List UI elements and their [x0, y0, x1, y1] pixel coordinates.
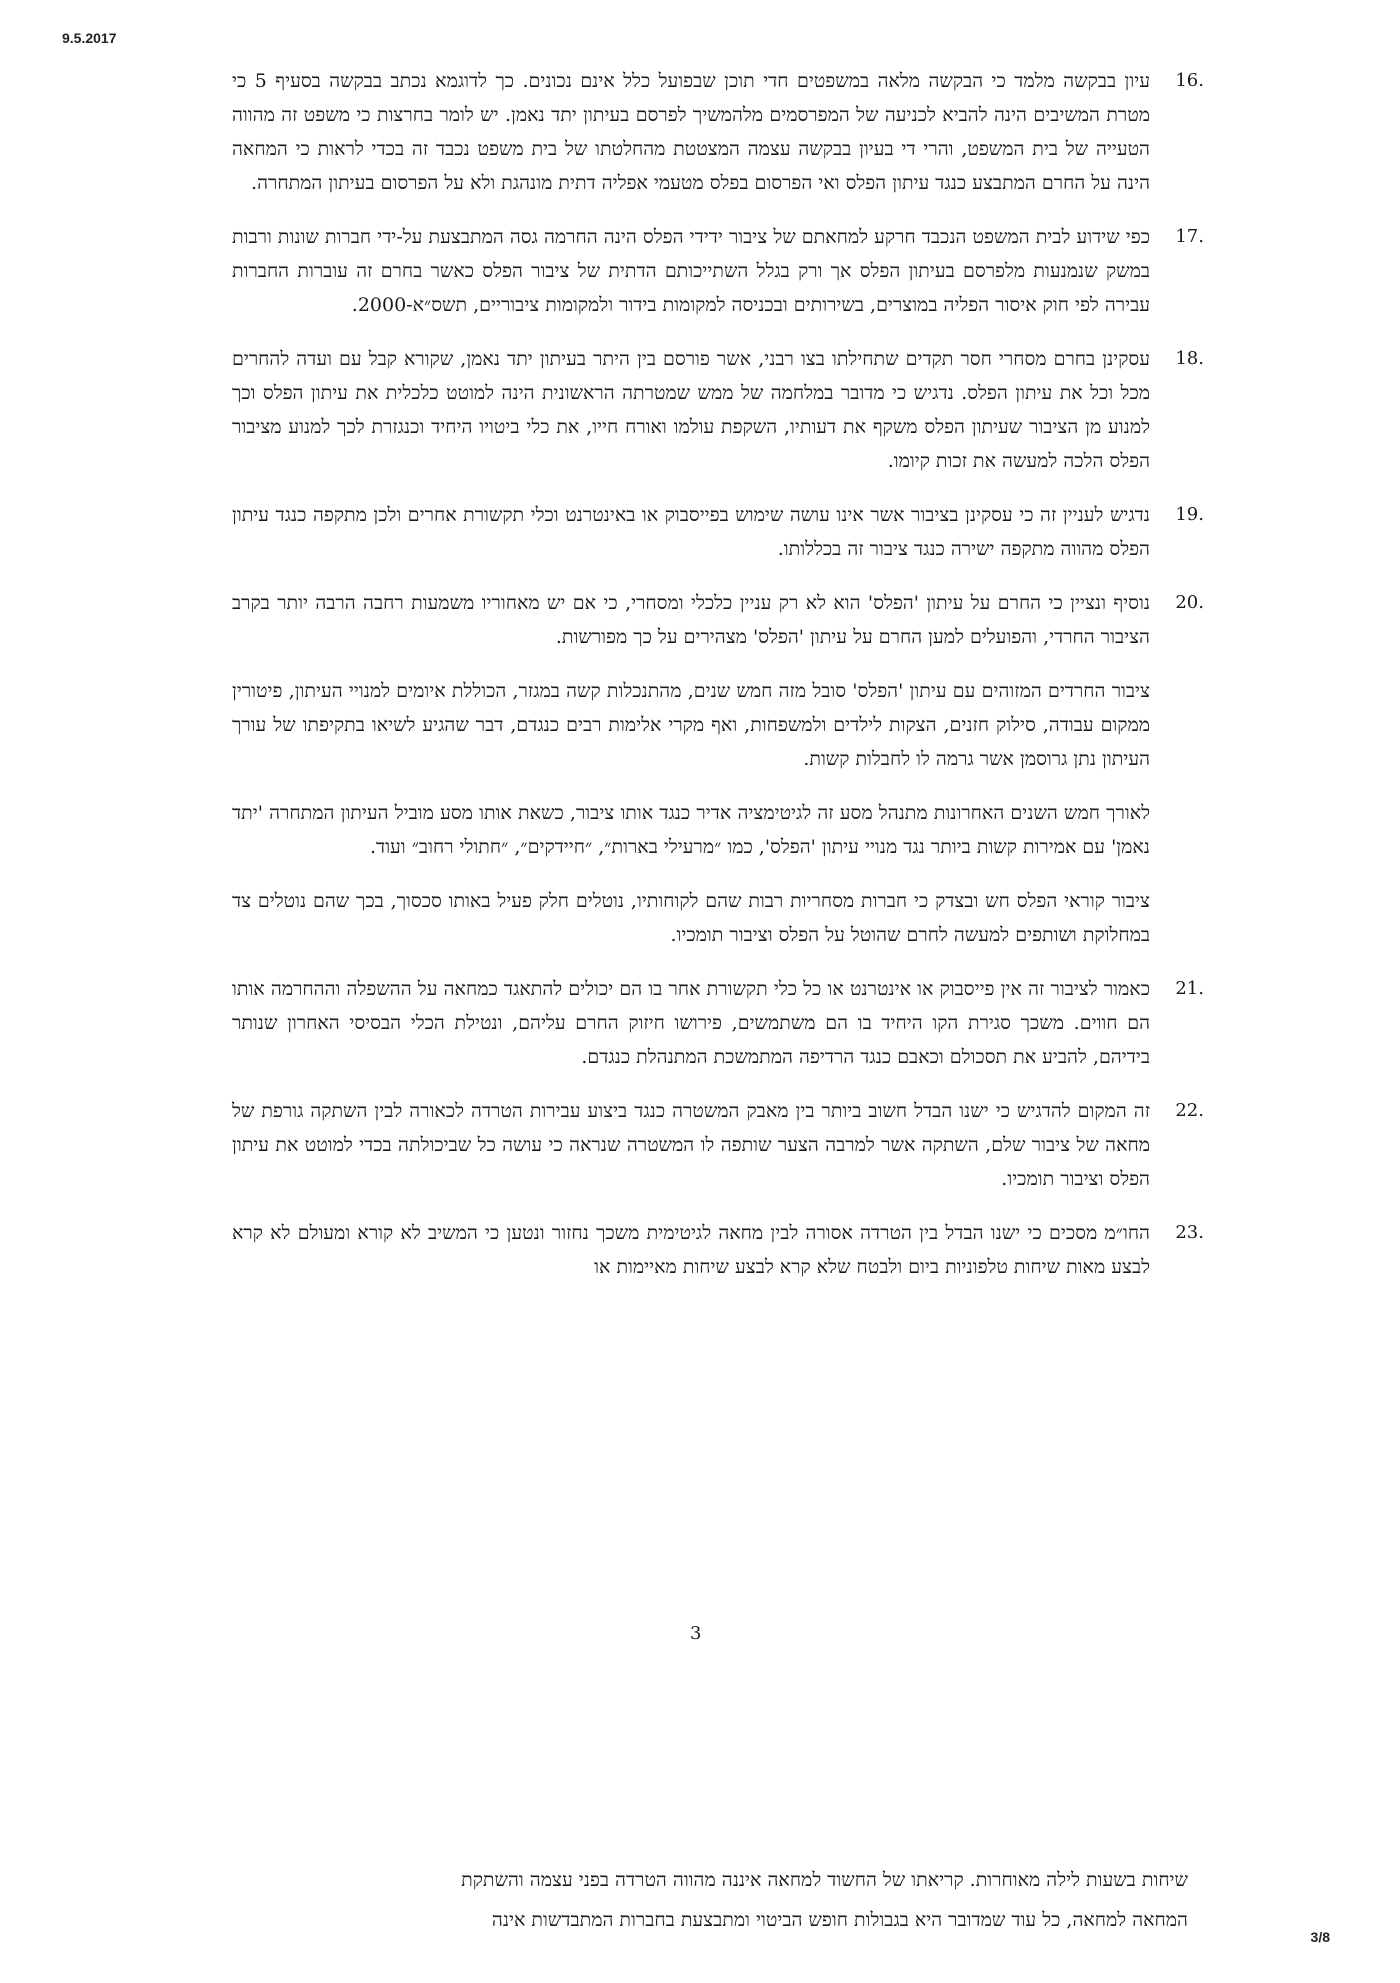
- paragraph-text: זה המקום להדגיש כי ישנו הבדל חשוב ביותר בין מאבק המשטרה כנגד ביצוע עבירות הטרדה לכאורה לבין השתקה גורפת של מחאה של ציבור שלם, השתקה אשר למרבה הצער שותפה לו המשטרה שנראה כי עושה כל שביכולתה בכדי למוטט את עיתון הפלס וציבור תומכיו.: [232, 1100, 1150, 1190]
- continuation-line-cut: המחאה למחאה, כל עוד שמדובר היא בגבולות חופש הביטוי ומתבצעת בחברות המתבדשות אינה: [491, 1909, 1188, 1931]
- page-of-total: 3/8: [1310, 1929, 1330, 1945]
- paragraph-21: [232, 972, 1204, 1074]
- paragraph-16: [232, 64, 1204, 200]
- paragraph-number: 23.: [1175, 1222, 1204, 1243]
- paragraph-text: עסקינן בחרם מסחרי חסר תקדים שתחילתו בצו רבני, אשר פורסם בין היתר בעיתון יתד נאמן, שקורא קבל עם ועדה להחרים מכל וכל את עיתון הפלס. נדגיש כי מדובר במלחמה של ממש שמטרתה הראשונית הינה למוטט כלכלית את עיתון הפלס וכך למנוע מן הציבור שעיתון הפלס משקף את דעותיו, השקפת עולמו ואורח חייו, את כלי ביטויו היחיד וכנגזרת לכך למנוע מציבור הפלס הלכה למעשה את זכות קיומו.: [232, 348, 1151, 472]
- paragraph-number: 16.: [1175, 70, 1204, 91]
- paragraph-22: [232, 1094, 1204, 1196]
- paragraph-text: לאורך חמש השנים האחרונות מתנהל מסע זה לגיטימציה אדיר כנגד אותו ציבור, כשאת אותו מסע מוביל העיתון המתחרה 'יתד נאמן' עם אמירות קשות ביותר נגד מנויי עיתון 'הפלס', כמו ״מרעילי בארות״, ״חיידקים״, ״חתולי רחוב״ ועוד.: [232, 802, 1150, 858]
- paragraph-number: 18.: [1175, 348, 1204, 369]
- paragraph-text: כפי שידוע לבית המשפט הנכבד חרקע למחאתם של ציבור ידידי הפלס הינה החרמה גסה המתבצעת על-ידי חברות שונות ורבות במשק שנמנעות מלפרסם בעיתון הפלס אך ורק בגלל השתייכותם הדתית של ציבור הפלס כאשר בחרם זה עוברות החברות עבירה לפי חוק איסור הפליה במוצרים, בשירותים ובכניסה למקומות בידור ולמקומות ציבוריים, תשס״א-2000.: [232, 226, 1150, 316]
- document-print-date: 9.5.2017: [62, 30, 117, 46]
- document-body: [232, 64, 1204, 1304]
- paragraph-19: [232, 498, 1204, 566]
- paragraph-20: [232, 586, 1204, 654]
- continuation-line: שיחות בשעות לילה מאוחרות. קריאתו של החשוד למחאה איננה מהווה הטרדה בפני עצמה והשתקת: [461, 1869, 1188, 1891]
- paragraph-text: החו״מ מסכים כי ישנו הבדל בין הטרדה אסורה לבין מחאה לגיטימית משכך נחזור ונטען כי המשיב לא קורא ומעולם לא קרא לבצע מאות שיחות טלפוניות ביום ולבטח שלא קרא לבצע שיחות מאיימות או: [232, 1222, 1150, 1278]
- paragraph-20-sub-3: [232, 884, 1188, 952]
- paragraph-23: [232, 1216, 1204, 1284]
- paragraph-text: נוסיף ונציין כי החרם על עיתון 'הפלס' הוא לא רק עניין כלכלי ומסחרי, כי אם יש מאחוריו משמעות רחבה הרבה יותר בקרב הציבור החרדי, והפועלים למען החרם על עיתון 'הפלס' מצהירים על כך מפורשות.: [232, 592, 1150, 648]
- paragraph-text: ציבור החרדים המזוהים עם עיתון 'הפלס' סובל מזה חמש שנים, מהתנכלות קשה במגזר, הכוללת איומים למנויי העיתון, פיטורין ממקום עבודה, סילוק חזנים, הצקות לילדים ולמשפחות, ואף מקרי אלימות רבים כנגדם, דבר שהגיע לשיאו בתקיפתו של עורך העיתון נתן גרוסמן אשר גרמה לו לחבלות קשות.: [232, 680, 1150, 770]
- next-page-continuation: [232, 1862, 1188, 1934]
- paragraph-text: כאמור לציבור זה אין פייסבוק או אינטרנט או כל כלי תקשורת אחר בו הם יכולים להתאגד כמחאה על ההשפלה וההחרמה אותו הם חווים. משכך סגירת הקו היחיד בו הם משתמשים, פירושו חיזוק החרם עליהם, ונטילת הכלי הבסיסי האחרון שנותר בידיהם, להביע את תסכולם וכאבם כנגד הרדיפה המתמשכת המתנהלת כנגדם.: [232, 978, 1150, 1068]
- paragraph-text: עיון בבקשה מלמד כי הבקשה מלאה במשפטים חדי תוכן שבפועל כלל אינם נכונים. כך לדוגמא נכתב בבקשה בסעיף 5 כי מטרת המשיבים הינה להביא לכניעה של המפרסמים מלהמשיך לפרסם בעיתון יתד נאמן. יש לומר בחרצות כי משפט זה מהווה הטעייה של בית המשפט, והרי די בעיון בבקשה עצמה המצטטת מהחלטתו של בית משפט נכבד זה בכדי לראות כי המחאה הינה על החרם המתבצע כנגד עיתון הפלס ואי הפרסום בפלס מטעמי אפליה דתית מונהגת ולא על הפרסום בעיתון המתחרה.: [232, 70, 1150, 194]
- paragraph-number: 19.: [1175, 504, 1204, 525]
- paragraph-text: נדגיש לעניין זה כי עסקינן בציבור אשר אינו עושה שימוש בפייסבוק או באינטרנט וכלי תקשורת אחרים ולכן מתקפה כנגד עיתון הפלס מהווה מתקפה ישירה כנגד ציבור זה בכללותו.: [232, 504, 1150, 560]
- paragraph-number: 20.: [1175, 592, 1204, 613]
- paragraph-20-sub-1: [232, 674, 1188, 776]
- paragraph-18: [232, 342, 1204, 478]
- paragraph-number: 21.: [1175, 978, 1204, 999]
- paragraph-17: [232, 220, 1204, 322]
- paragraph-text: ציבור קוראי הפלס חש ובצדק כי חברות מסחריות רבות שהם לקוחותיו, נוטלים חלק פעיל באותו סכסוך, בכך שהם נוטלים צד במחלוקת ושותפים למעשה לחרם שהוטל על הפלס וציבור תומכיו.: [232, 890, 1150, 946]
- paragraph-number: 17.: [1175, 226, 1204, 247]
- paragraph-number: 22.: [1175, 1100, 1204, 1121]
- paragraph-20-sub-2: [232, 796, 1188, 864]
- page-number: 3: [690, 1623, 702, 1644]
